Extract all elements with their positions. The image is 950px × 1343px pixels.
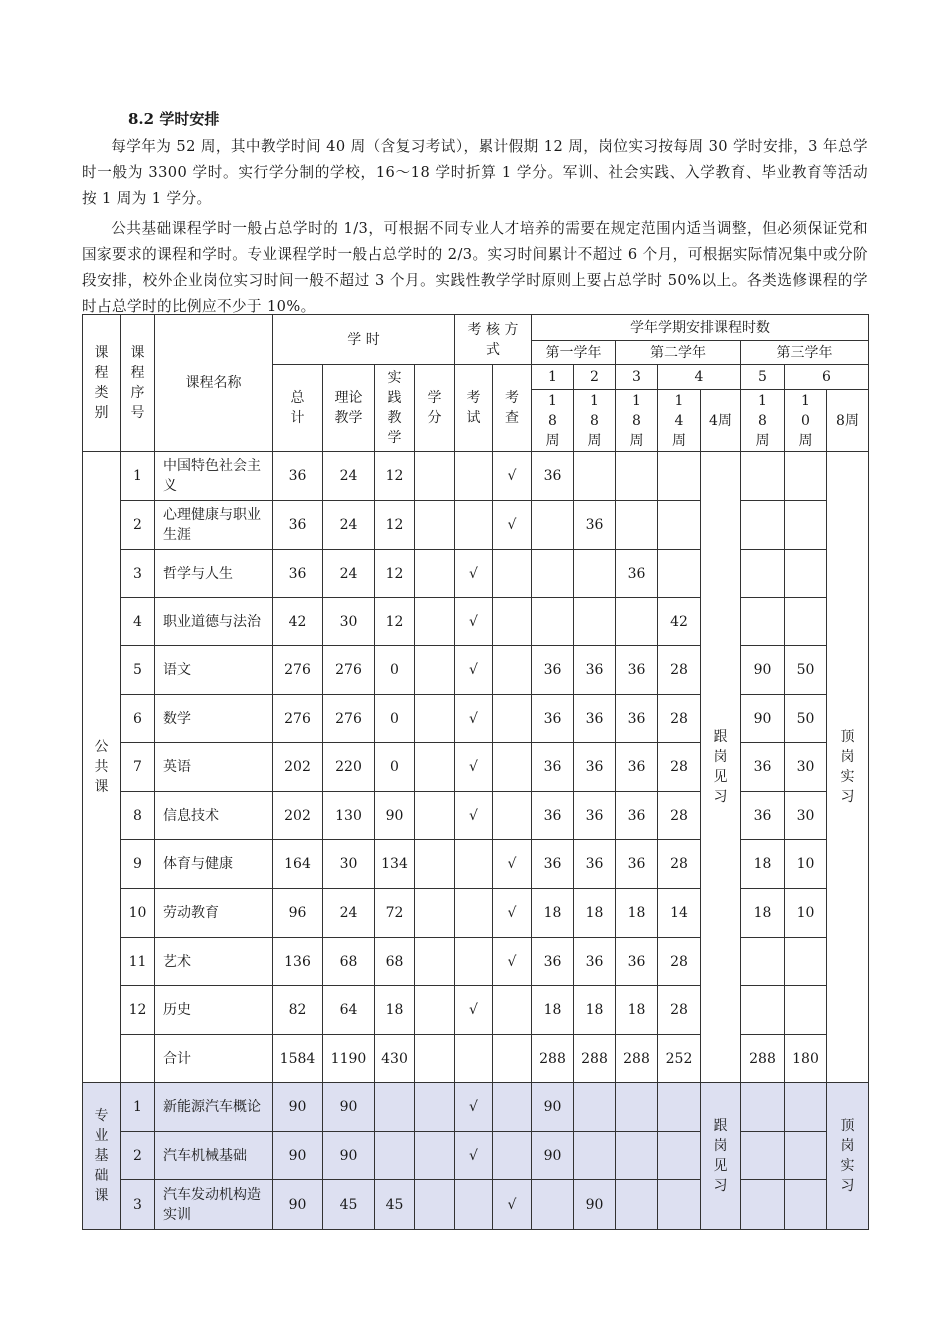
cell-s1: 36 [532, 743, 574, 792]
cell-seq: 10 [121, 889, 155, 938]
cell-kc [493, 1035, 532, 1083]
cell-s3: 36 [616, 550, 658, 598]
cell-s2 [574, 1132, 616, 1180]
cell-s5: 90 [741, 695, 785, 743]
section-heading: 8.2 学时安排 [128, 110, 220, 128]
cell-credit [415, 550, 455, 598]
cell-theory: 24 [323, 889, 375, 938]
cell-total: 136 [273, 938, 323, 986]
header-exam: 考试 [455, 365, 493, 452]
cell-s4: 28 [658, 792, 701, 840]
cell-s6 [785, 938, 827, 986]
cell-s6: 180 [785, 1035, 827, 1083]
header-hours: 学 时 [273, 315, 455, 365]
cell-s1 [532, 1180, 574, 1230]
cell-s5 [741, 1132, 785, 1180]
cell-total: 90 [273, 1132, 323, 1180]
cell-total: 96 [273, 889, 323, 938]
weeks-5: 18周 [741, 390, 785, 452]
header-schedule: 学年学期安排课程时数 [532, 315, 869, 341]
cell-total: 82 [273, 986, 323, 1035]
cell-total: 1584 [273, 1035, 323, 1083]
cell-kc: √ [493, 938, 532, 986]
cell-s3: 36 [616, 695, 658, 743]
cell-s2: 36 [574, 743, 616, 792]
cell-credit [415, 840, 455, 889]
cell-s3: 36 [616, 938, 658, 986]
cell-s3: 18 [616, 986, 658, 1035]
cell-course-name: 体育与健康 [155, 840, 273, 889]
header-sem-2: 2 [574, 365, 616, 390]
cell-seq: 5 [121, 646, 155, 695]
cell-s2: 36 [574, 938, 616, 986]
cell-s5 [741, 598, 785, 646]
cell-practice: 68 [375, 938, 415, 986]
cell-credit [415, 501, 455, 550]
table-row [83, 646, 869, 695]
cell-ks [455, 938, 493, 986]
cell-kc [493, 550, 532, 598]
professional-category-cell: 专业基础课 [83, 1083, 121, 1230]
cell-s6 [785, 1132, 827, 1180]
header-practice: 实践教学 [375, 365, 415, 452]
cell-credit [415, 889, 455, 938]
table-row [83, 1035, 869, 1083]
cell-s4: 14 [658, 889, 701, 938]
cell-s2: 36 [574, 501, 616, 550]
cell-ks: √ [455, 598, 493, 646]
cell-credit [415, 743, 455, 792]
cell-total: 276 [273, 695, 323, 743]
header-sem-5: 5 [741, 365, 785, 390]
cell-kc [493, 646, 532, 695]
cell-s4: 28 [658, 938, 701, 986]
cell-kc [493, 743, 532, 792]
header-sem-4: 4 [658, 365, 741, 390]
cell-s1: 36 [532, 646, 574, 695]
cell-total: 36 [273, 452, 323, 501]
cell-kc [493, 1132, 532, 1180]
header-sem-3: 3 [616, 365, 658, 390]
cell-seq: 2 [121, 1132, 155, 1180]
internship-cell: 顶岗实习 [827, 1083, 869, 1230]
cell-s6: 30 [785, 743, 827, 792]
cell-s5 [741, 501, 785, 550]
cell-practice: 18 [375, 986, 415, 1035]
cell-practice [375, 1083, 415, 1132]
table-row [83, 1180, 869, 1230]
cell-credit [415, 1035, 455, 1083]
header-assessment: 考 核 方 式 [455, 315, 532, 365]
cell-s5: 18 [741, 889, 785, 938]
cell-course-name: 语文 [155, 646, 273, 695]
cell-s2: 18 [574, 889, 616, 938]
weeks-6: 10周 [785, 390, 827, 452]
cell-s1: 36 [532, 695, 574, 743]
cell-theory: 24 [323, 550, 375, 598]
header-category: 课程类别 [83, 315, 121, 452]
cell-ks: √ [455, 1083, 493, 1132]
cell-s4: 42 [658, 598, 701, 646]
cell-theory: 30 [323, 598, 375, 646]
table-row [83, 792, 869, 840]
cell-seq: 12 [121, 986, 155, 1035]
table-row [83, 501, 869, 550]
header-sem-1: 1 [532, 365, 574, 390]
table-row [83, 550, 869, 598]
cell-total: 164 [273, 840, 323, 889]
table-row [83, 452, 869, 501]
header-year2: 第二学年 [616, 341, 741, 365]
cell-ks [455, 889, 493, 938]
cell-theory: 276 [323, 695, 375, 743]
cell-ks [455, 840, 493, 889]
cell-s2: 36 [574, 695, 616, 743]
public-category-cell: 公共课 [83, 452, 121, 1083]
cell-seq [121, 1035, 155, 1083]
cell-theory: 1190 [323, 1035, 375, 1083]
cell-s6: 10 [785, 840, 827, 889]
header-credit: 学分 [415, 365, 455, 452]
cell-course-name: 职业道德与法治 [155, 598, 273, 646]
cell-theory: 30 [323, 840, 375, 889]
cell-kc [493, 1083, 532, 1132]
cell-s6 [785, 598, 827, 646]
cell-s1: 90 [532, 1083, 574, 1132]
cell-s3: 18 [616, 889, 658, 938]
cell-s3: 36 [616, 792, 658, 840]
cell-ks: √ [455, 792, 493, 840]
cell-theory: 130 [323, 792, 375, 840]
course-schedule-table [82, 314, 869, 1230]
cell-credit [415, 986, 455, 1035]
cell-s3: 36 [616, 840, 658, 889]
internship-cell: 顶岗实习 [827, 452, 869, 1083]
cell-s6 [785, 1180, 827, 1230]
cell-course-name: 汽车发动机构造实训 [155, 1180, 273, 1230]
cell-kc [493, 792, 532, 840]
cell-total: 90 [273, 1180, 323, 1230]
header-sem-6: 6 [785, 365, 869, 390]
cell-total: 90 [273, 1083, 323, 1132]
cell-credit [415, 1180, 455, 1230]
cell-s4 [658, 1132, 701, 1180]
cell-kc [493, 695, 532, 743]
cell-seq: 3 [121, 1180, 155, 1230]
cell-practice: 12 [375, 501, 415, 550]
cell-practice: 90 [375, 792, 415, 840]
table-row [83, 743, 869, 792]
cell-s3 [616, 501, 658, 550]
cell-s2 [574, 550, 616, 598]
cell-practice: 12 [375, 598, 415, 646]
cell-course-name: 劳动教育 [155, 889, 273, 938]
cell-ks [455, 501, 493, 550]
cell-course-name: 历史 [155, 986, 273, 1035]
table-row [83, 938, 869, 986]
cell-credit [415, 646, 455, 695]
cell-seq: 2 [121, 501, 155, 550]
cell-practice: 72 [375, 889, 415, 938]
cell-credit [415, 695, 455, 743]
cell-s3 [616, 1132, 658, 1180]
cell-s2 [574, 452, 616, 501]
cell-practice: 0 [375, 743, 415, 792]
cell-s1: 36 [532, 840, 574, 889]
cell-theory: 68 [323, 938, 375, 986]
cell-seq: 7 [121, 743, 155, 792]
cell-s3: 288 [616, 1035, 658, 1083]
table-row [83, 840, 869, 889]
cell-s4 [658, 501, 701, 550]
cell-s2: 288 [574, 1035, 616, 1083]
cell-s5: 90 [741, 646, 785, 695]
header-check: 考查 [493, 365, 532, 452]
cell-s2: 90 [574, 1180, 616, 1230]
cell-s6: 50 [785, 646, 827, 695]
header-year1: 第一学年 [532, 341, 616, 365]
cell-seq: 9 [121, 840, 155, 889]
cell-s5: 288 [741, 1035, 785, 1083]
cell-theory: 90 [323, 1083, 375, 1132]
header-course-name: 课程名称 [155, 315, 273, 452]
cell-seq: 4 [121, 598, 155, 646]
cell-kc [493, 986, 532, 1035]
cell-theory: 24 [323, 501, 375, 550]
cell-kc: √ [493, 452, 532, 501]
cell-s6 [785, 452, 827, 501]
cell-total: 42 [273, 598, 323, 646]
cell-s1: 18 [532, 986, 574, 1035]
cell-ks [455, 452, 493, 501]
cell-s4: 28 [658, 695, 701, 743]
cell-kc [493, 598, 532, 646]
cell-ks: √ [455, 1132, 493, 1180]
cell-s2 [574, 1083, 616, 1132]
shadow-practice-cell: 跟岗见习 [701, 1083, 741, 1230]
header-theory: 理论教学 [323, 365, 375, 452]
cell-s1 [532, 501, 574, 550]
cell-ks: √ [455, 743, 493, 792]
cell-s4 [658, 550, 701, 598]
cell-kc: √ [493, 1180, 532, 1230]
paragraph-1: 每学年为 52 周，其中教学时间 40 周（含复习考试），累计假期 12 周，岗位实习按每周 30 学时安排，3 年总学时一般为 3300 学时。实行学分制的学校，16～18 学时折算 1 学分。军训、社会实践、入学教育、毕业教育等活动按 1 周为 1 学分。 [82, 138, 868, 207]
table-body [83, 315, 869, 1230]
cell-s4: 252 [658, 1035, 701, 1083]
cell-total: 36 [273, 550, 323, 598]
cell-credit [415, 1132, 455, 1180]
cell-s6: 50 [785, 695, 827, 743]
cell-s2: 36 [574, 792, 616, 840]
cell-course-name: 哲学与人生 [155, 550, 273, 598]
cell-s4: 28 [658, 743, 701, 792]
cell-s1: 36 [532, 792, 574, 840]
cell-theory: 45 [323, 1180, 375, 1230]
cell-s5 [741, 938, 785, 986]
cell-practice: 0 [375, 695, 415, 743]
weeks-4: 14周 [658, 390, 701, 452]
cell-s1 [532, 550, 574, 598]
cell-course-name: 英语 [155, 743, 273, 792]
header-total: 总计 [273, 365, 323, 452]
cell-ks: √ [455, 986, 493, 1035]
cell-s3 [616, 1180, 658, 1230]
table-row [83, 598, 869, 646]
shadow-practice-cell: 跟岗见习 [701, 452, 741, 1083]
table-row [83, 986, 869, 1035]
cell-s2: 36 [574, 646, 616, 695]
cell-s5 [741, 1180, 785, 1230]
cell-ks: √ [455, 695, 493, 743]
cell-total: 202 [273, 792, 323, 840]
cell-seq: 3 [121, 550, 155, 598]
cell-practice: 134 [375, 840, 415, 889]
cell-s1: 90 [532, 1132, 574, 1180]
cell-total: 202 [273, 743, 323, 792]
cell-total: 36 [273, 501, 323, 550]
cell-seq: 6 [121, 695, 155, 743]
cell-s6 [785, 986, 827, 1035]
cell-s5 [741, 1083, 785, 1132]
cell-s5 [741, 550, 785, 598]
cell-s1 [532, 598, 574, 646]
weeks-6-intern: 8周 [827, 390, 869, 452]
cell-course-name: 信息技术 [155, 792, 273, 840]
cell-course-name: 数学 [155, 695, 273, 743]
cell-theory: 220 [323, 743, 375, 792]
cell-practice: 0 [375, 646, 415, 695]
cell-credit [415, 598, 455, 646]
cell-s4: 28 [658, 840, 701, 889]
cell-theory: 276 [323, 646, 375, 695]
cell-theory: 90 [323, 1132, 375, 1180]
cell-s5: 36 [741, 792, 785, 840]
cell-s6 [785, 501, 827, 550]
cell-ks: √ [455, 646, 493, 695]
cell-s6: 30 [785, 792, 827, 840]
cell-s3 [616, 452, 658, 501]
cell-practice [375, 1132, 415, 1180]
cell-s2: 36 [574, 840, 616, 889]
cell-s2 [574, 598, 616, 646]
weeks-4-shadow: 4周 [701, 390, 741, 452]
table-row [83, 695, 869, 743]
cell-kc: √ [493, 501, 532, 550]
cell-kc: √ [493, 889, 532, 938]
cell-ks: √ [455, 550, 493, 598]
cell-practice: 12 [375, 452, 415, 501]
cell-s4: 28 [658, 646, 701, 695]
cell-seq: 1 [121, 1083, 155, 1132]
cell-ks [455, 1180, 493, 1230]
cell-s4 [658, 1180, 701, 1230]
cell-seq: 11 [121, 938, 155, 986]
cell-s1: 18 [532, 889, 574, 938]
cell-practice: 430 [375, 1035, 415, 1083]
cell-s3 [616, 1083, 658, 1132]
paragraph-2: 公共基础课程学时一般占总学时的 1/3，可根据不同专业人才培养的需要在规定范围内适当调整，但必须保证党和国家要求的课程和学时。专业课程学时一般占总学时的 2/3。实习时间累计不超过 6 个月，可根据实际情况集中或分阶段安排，校外企业岗位实习时间一般不超过 3 个月。实践性教学学时原则上要占总学时 50%以上。各类选修课程的学时占总学时的比例应不少于 10%。 [82, 220, 868, 315]
cell-course-name: 艺术 [155, 938, 273, 986]
cell-ks [455, 1035, 493, 1083]
cell-s6 [785, 550, 827, 598]
table-row [83, 1132, 869, 1180]
cell-s3: 36 [616, 743, 658, 792]
weeks-2: 18周 [574, 390, 616, 452]
cell-s6: 10 [785, 889, 827, 938]
cell-credit [415, 452, 455, 501]
cell-s6 [785, 1083, 827, 1132]
cell-course-name: 新能源汽车概论 [155, 1083, 273, 1132]
cell-seq: 8 [121, 792, 155, 840]
cell-seq: 1 [121, 452, 155, 501]
cell-s4 [658, 1083, 701, 1132]
cell-s3: 36 [616, 646, 658, 695]
cell-s5: 36 [741, 743, 785, 792]
cell-course-name: 合计 [155, 1035, 273, 1083]
cell-s3 [616, 598, 658, 646]
cell-s4: 28 [658, 986, 701, 1035]
cell-s5 [741, 452, 785, 501]
cell-s4 [658, 452, 701, 501]
cell-credit [415, 1083, 455, 1132]
cell-total: 276 [273, 646, 323, 695]
cell-course-name: 汽车机械基础 [155, 1132, 273, 1180]
cell-s1: 36 [532, 452, 574, 501]
table-row [83, 889, 869, 938]
header-year3: 第三学年 [741, 341, 869, 365]
header-seq: 课程序号 [121, 315, 155, 452]
cell-practice: 45 [375, 1180, 415, 1230]
weeks-3: 18周 [616, 390, 658, 452]
cell-s2: 18 [574, 986, 616, 1035]
cell-s5: 18 [741, 840, 785, 889]
cell-credit [415, 792, 455, 840]
cell-credit [415, 938, 455, 986]
cell-practice: 12 [375, 550, 415, 598]
cell-course-name: 心理健康与职业生涯 [155, 501, 273, 550]
cell-kc: √ [493, 840, 532, 889]
cell-theory: 64 [323, 986, 375, 1035]
table-row [83, 1083, 869, 1132]
cell-s1: 36 [532, 938, 574, 986]
cell-course-name: 中国特色社会主义 [155, 452, 273, 501]
cell-s5 [741, 986, 785, 1035]
cell-s1: 288 [532, 1035, 574, 1083]
weeks-1: 18周 [532, 390, 574, 452]
cell-theory: 24 [323, 452, 375, 501]
